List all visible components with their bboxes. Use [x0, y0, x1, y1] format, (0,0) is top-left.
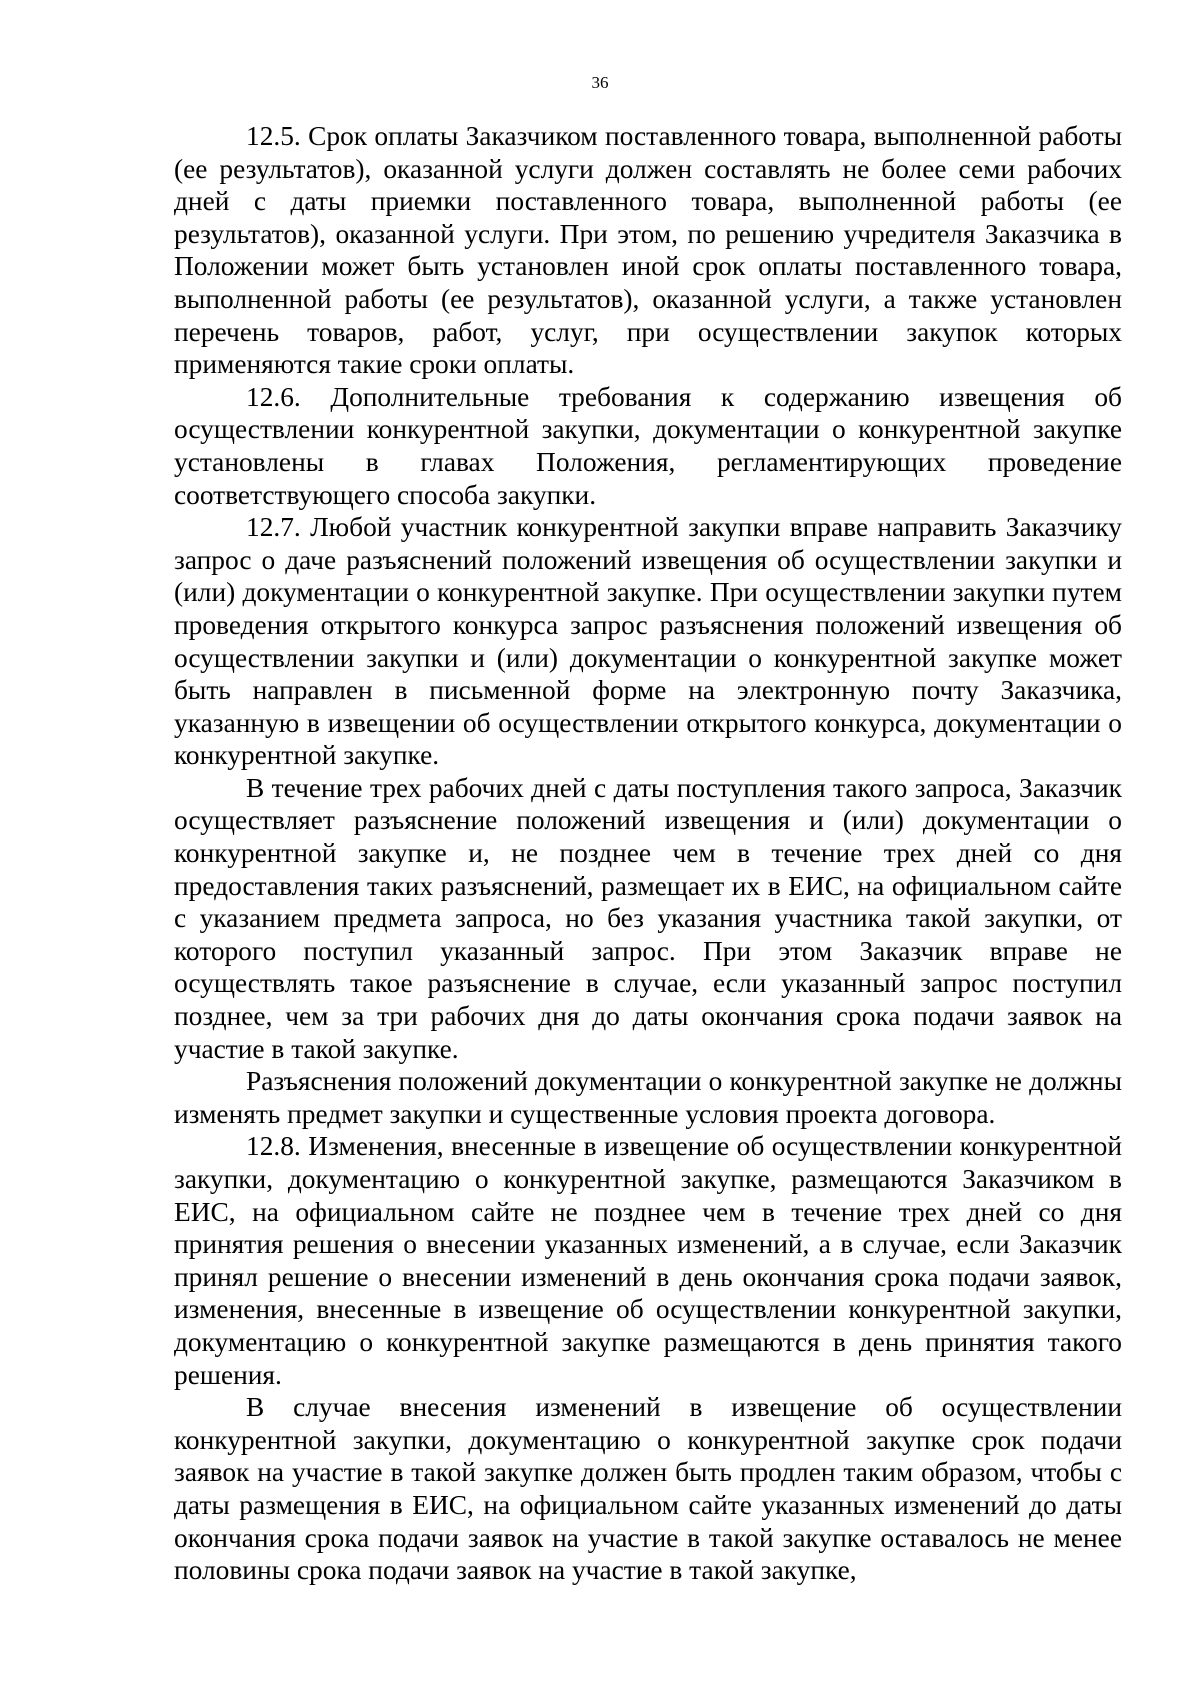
document-body	[174, 120, 1122, 1587]
paragraph-12-5: 12.5. Срок оплаты Заказчиком поставленного товара, выполненной работы (ее результатов), оказанной услуги должен составлять не более семи рабочих дней с даты приемки поставленного товара, выполненной работы (ее результатов), оказанной услуги. При этом, по решению учредителя Заказчика в Положении может быть установлен иной срок оплаты поставленного товара, выполненной работы (ее результатов), оказанной услуги, а также установлен перечень товаров, работ, услуг, при осуществлении закупок которых применяются такие сроки оплаты.	[174, 121, 1122, 380]
paragraph-deadline-extension: В случае внесения изменений в извещение об осуществлении конкурентной закупки, документацию о конкурентной закупке срок подачи заявок на участие в такой закупке должен быть продлен таким образом, чтобы с даты размещения в ЕИС, на официальном сайте указанных изменений до даты окончания срока подачи заявок на участие в такой закупке оставалось не менее половины срока подачи заявок на участие в такой закупке,	[174, 1392, 1122, 1586]
paragraph-clarification-limits: Разъяснения положений документации о конкурентной закупке не должны изменять предмет закупки и существенные условия проекта договора.	[174, 1066, 1122, 1129]
paragraph-clarification-deadline: В течение трех рабочих дней с даты поступления такого запроса, Заказчик осуществляет разъяснение положений извещения и (или) документации о конкурентной закупке и, не позднее чем в течение трех дней со дня предоставления таких разъяснений, размещает их в ЕИС, на официальном сайте с указанием предмета запроса, но без указания участника такой закупки, от которого поступил указанный запрос. При этом Заказчик вправе не осуществлять такое разъяснение в случае, если указанный запрос поступил позднее, чем за три рабочих дня до даты окончания срока подачи заявок на участие в такой закупке.	[174, 772, 1122, 1064]
paragraph-12-6: 12.6. Дополнительные требования к содержанию извещения об осуществлении конкурентной закупки, документации о конкурентной закупке установлены в главах Положения, регламентирующих проведение соответствующего способа закупки.	[174, 381, 1122, 510]
paragraph-12-8: 12.8. Изменения, внесенные в извещение об осуществлении конкурентной закупки, документацию о конкурентной закупке, размещаются Заказчиком в ЕИС, на официальном сайте не позднее чем в течение трех дней со дня принятия решения о внесении указанных изменений, а в случае, если Заказчик принял решение о внесении изменений в день окончания срока подачи заявок, изменения, внесенные в извещение об осуществлении конкурентной закупки, документацию о конкурентной закупке размещаются в день принятия такого решения.	[174, 1131, 1122, 1390]
paragraph-12-7: 12.7. Любой участник конкурентной закупки вправе направить Заказчику запрос о даче разъяснений положений извещения об осуществлении закупки и (или) документации о конкурентной закупке. При осуществлении закупки путем проведения открытого конкурса запрос разъяснения положений извещения об осуществлении закупки и (или) документации о конкурентной закупке может быть направлен в письменной форме на электронную почту Заказчика, указанную в извещении об осуществлении открытого конкурса, документации о конкурентной закупке.	[174, 512, 1122, 771]
page-number: 36	[591, 73, 609, 92]
